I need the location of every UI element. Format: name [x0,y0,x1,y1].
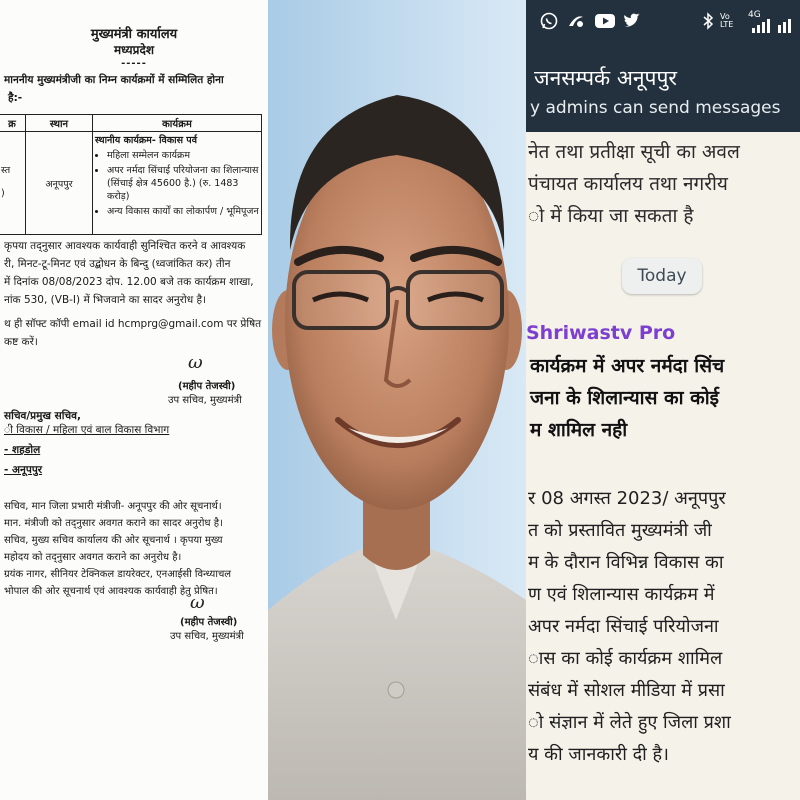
headline-line: म शामिल नही [530,419,628,441]
serial-frag-2: ) [1,188,5,199]
copy-line: मान. मंत्रीजी को तद्नुसार अवगत कराने का सादर अनुरोध है। [4,518,223,529]
body-line: संबंध में सोशल मीडिया में प्रसा [528,680,725,701]
youtube-icon [594,12,616,34]
doc-para-line: कष्ट करें। [4,336,38,348]
table-row [0,132,262,235]
table-cell-serial [0,132,26,235]
copy-line: सचिव, मुख्य सचिव कार्यालय की ओर सूचनार्थ । कृपया मुख्य [4,535,223,546]
status-bar [526,0,800,44]
doc-intro: माननीय मुख्यमंत्रीजी का निम्न कार्यक्रमों में सम्मिलित होना [4,74,224,86]
table-header-row [0,115,262,132]
volte-indicator: Vo LTE [720,12,734,29]
sender-name[interactable]: Shriwastv Pro [526,322,676,344]
body-line: अपर नर्मदा सिंचाई परियोजना [528,616,719,637]
body-line: य की जानकारी दी है। [528,744,669,765]
doc-para-line: थ ही सॉफ्ट कॉपी email id hcmprg@gmail.com पर प्रेषित [4,318,262,330]
group-subtitle: y admins can send messages [530,98,781,118]
list-item: • अन्य विकास कार्यों का लोकार्पण / भूमिपूजन [107,204,259,217]
body-line: म के दौरान विभिन्न विकास का [528,552,724,573]
list-item: • अपर नर्मदा सिंचाई परियोजना का शिलान्यास (सिंचाई क्षेत्र 45600 है.) (रु. 1483 करोड़) [107,163,259,202]
body-line: र 08 अगस्त 2023/ अनूपपुर [528,488,726,509]
addressee-division: - शहडोल [4,444,41,456]
signatory-title: उप सचिव, मुख्यमंत्री [168,395,242,406]
doc-para-line: में दिनांक 08/08/2023 दोप. 12.00 बजे तक कार्यक्रम शाखा, [4,276,254,288]
table-cell-place: अनूपपुर [26,132,93,235]
table-col-place: स्थान [26,115,93,132]
message-line: नेत तथा प्रतीक्षा सूची का अवल [528,141,740,163]
whatsapp-icon [540,12,558,34]
portrait-photo [268,0,526,800]
group-title: जनसम्पर्क अनूपपुर [534,66,678,90]
network-type: 4G [748,10,761,20]
bluetooth-icon [702,12,714,34]
body-line: त को प्रस्तावित मुख्यमंत्री जी [528,520,712,541]
addressee-line: सचिव/प्रमुख सचिव, [4,410,81,422]
copy-line: ग्रयंक नागर, सीनियर टेक्निकल डायरेक्टर, एनआईसी विन्ध्याचल [4,569,232,580]
list-item: • महिला सम्मेलन कार्यक्रम [107,148,259,161]
program-heading: स्थानीय कार्यक्रम- विकास पर्व [95,135,197,146]
headline-line: कार्यक्रम में अपर नर्मदा सिंच [530,355,725,377]
doc-para-line: कृपया तद्नुसार आवश्यक कार्यवाही सुनिश्चित करने व आवश्यक [4,240,246,252]
headline-line: जना के शिलान्यास का कोई [530,387,720,409]
twitter-icon [622,12,642,34]
addressee-district: - अनूपपुर [4,464,43,476]
body-line: ास का कोई कार्यक्रम शामिल [528,648,723,669]
portrait-illustration [268,0,526,800]
table-cell-program [93,132,262,235]
date-chip: Today [622,258,702,294]
copy-line: सचिव, मान जिला प्रभारी मंत्रीजी- अनूपपुर की ओर सूचनार्थ। [4,501,222,512]
addressee-dept: ी विकास / महिला एवं बाल विकास विभाग [4,424,170,436]
program-list [95,148,259,217]
signature: ω [188,352,203,373]
table-col-program: कार्यक्रम [93,115,262,132]
signature-2: ω [190,592,205,613]
body-line: ो संज्ञान में लेते हुए जिला प्रशा [528,712,731,733]
message-line: ो में किया जा सकता है [528,205,694,227]
chat-screenshot [526,0,800,800]
copy-line: भोपाल की ओर सूचनार्थ एवं आवश्यक कार्यवाही हेतु प्रेषित। [4,586,218,597]
signatory-name: (महीप तेजस्वी) [178,381,236,392]
signatory2-title: उप सचिव, मुख्यमंत्री [170,631,244,642]
doc-para-line: री, मिनट-टू-मिनट एवं उद्बोधन के बिन्दु (ध्वजांकित कर) तीन [4,258,231,270]
program-table [0,114,262,235]
signatory2-name: (महीप तेजस्वी) [180,617,238,628]
doc-header-divider: ----- [121,58,147,69]
table-col-serial: क्र [0,115,26,132]
serial-frag: स्त [1,165,11,176]
signal-icon [746,18,792,37]
body-line: ण एवं शिलान्यास कार्यक्रम में [528,584,715,605]
copy-line: महोदय को तद्नुसार अवगत कराने का अनुरोध है। [4,552,182,563]
message-line: पंचायत कार्यालय तथा नगरीय [528,173,728,195]
doc-intro-2: है:- [8,92,23,104]
document-panel [0,0,268,800]
chat-header[interactable] [526,44,800,132]
doc-para-line: नांक 530, (VB-I) में भिजवाने का सादर अनुरोध है। [4,294,207,306]
doc-header-state: मध्यप्रदेश [113,43,154,57]
doc-header-office: मुख्यमंत्री कार्यालय [90,27,178,42]
app-icon [566,12,586,34]
